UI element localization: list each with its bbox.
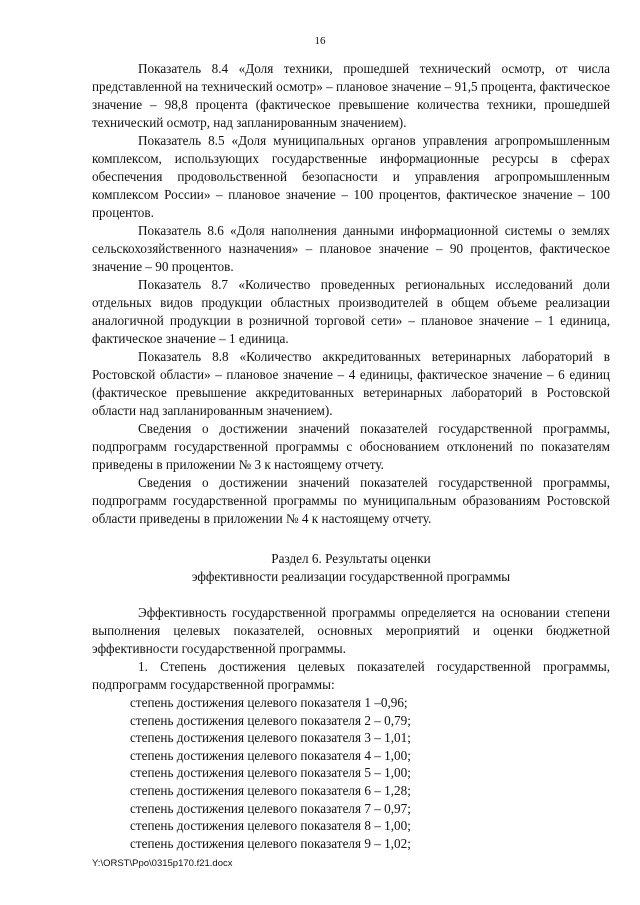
paragraph-indicator-8-8: Показатель 8.8 «Количество аккредитованных ветеринарных лабораторий в Ростовской области» – плановое значение – 4 единицы, фактическое значение – 6 единиц (фактическое превышение аккредитованных ветеринарных лабораторий в Ростовской области над запланированным значением). <box>92 349 610 418</box>
indicator-degree-list <box>92 694 610 852</box>
paragraph-indicator-8-5: Показатель 8.5 «Доля муниципальных органов управления агропромышленным комплексом, использующих государственные информационные ресурсы в сферах обеспечения продовольственной безопасности и управления агропромышленным комплексом России» – плановое значение – 100 процентов, фактическое значение – 100 процентов. <box>92 133 610 220</box>
list-item: степень достижения целевого показателя 4 – 1,00; <box>130 747 411 763</box>
paragraph-indicator-8-6: Показатель 8.6 «Доля наполнения данными информационной системы о землях сельскохозяйственного назначения» – плановое значение – 90 процентов, фактическое значение – 90 процентов. <box>92 223 610 274</box>
footer-file-path: Y:\ORST\Ppo\0315p170.f21.docx <box>92 858 233 869</box>
list-item: степень достижения целевого показателя 7 – 0,97; <box>130 800 411 816</box>
list-item: степень достижения целевого показателя 1 –0,96; <box>130 695 408 710</box>
section-title-line-2: эффективности реализации государственной программы <box>191 569 511 584</box>
document-body <box>92 60 610 852</box>
page-number: 16 <box>314 35 326 47</box>
list-item: степень достижения целевого показателя 3 – 1,01; <box>130 730 411 746</box>
paragraph-indicator-8-7: Показатель 8.7 «Количество проведенных региональных исследований доли отдельных видов продукции областных производителей в общем объеме реализации аналогичной продукции в розничной торговой сети» – плановое значение – 1 единица, фактическое значение – 1 единица. <box>92 277 610 346</box>
paragraph-appendix-3-reference: Сведения о достижении значений показателей государственной программы, подпрограмм государственной программы с обоснованием отклонений по показателям приведены в приложении № 3 к настоящему отчету. <box>92 421 610 472</box>
paragraph-appendix-4-reference: Сведения о достижении значений показателей государственной программы, подпрограмм государственной программы по муниципальным образованиям Ростовской области приведены в приложении № 4 к настоящему отчету. <box>92 475 610 526</box>
paragraph-indicator-degree-heading: 1. Степень достижения целевых показателей государственной программы, подпрограмм государственной программы: <box>92 659 610 692</box>
list-item: степень достижения целевого показателя 2 – 0,79; <box>130 712 411 728</box>
list-item: степень достижения целевого показателя 6 – 1,28; <box>130 782 411 798</box>
paragraph-efficiency-intro: Эффективность государственной программы определяется на основании степени выполнения целевых показателей, основных мероприятий и оценки бюджетной эффективности государственной программы. <box>92 605 610 656</box>
section-title-line-1: Раздел 6. Результаты оценки <box>271 551 431 566</box>
list-item: степень достижения целевого показателя 5 – 1,00; <box>130 765 411 781</box>
paragraph-indicator-8-4: Показатель 8.4 «Доля техники, прошедшей технический осмотр, от числа представленной на технический осмотр» – плановое значение – 91,5 процента, фактическое значение – 98,8 процента (фактическое превышение количества техники, прошедшей технический осмотр, над запланированным значением). <box>92 61 610 130</box>
list-item: степень достижения целевого показателя 9 – 1,02; <box>130 835 411 851</box>
section-heading <box>92 550 610 586</box>
list-item: степень достижения целевого показателя 8 – 1,00; <box>130 818 411 834</box>
